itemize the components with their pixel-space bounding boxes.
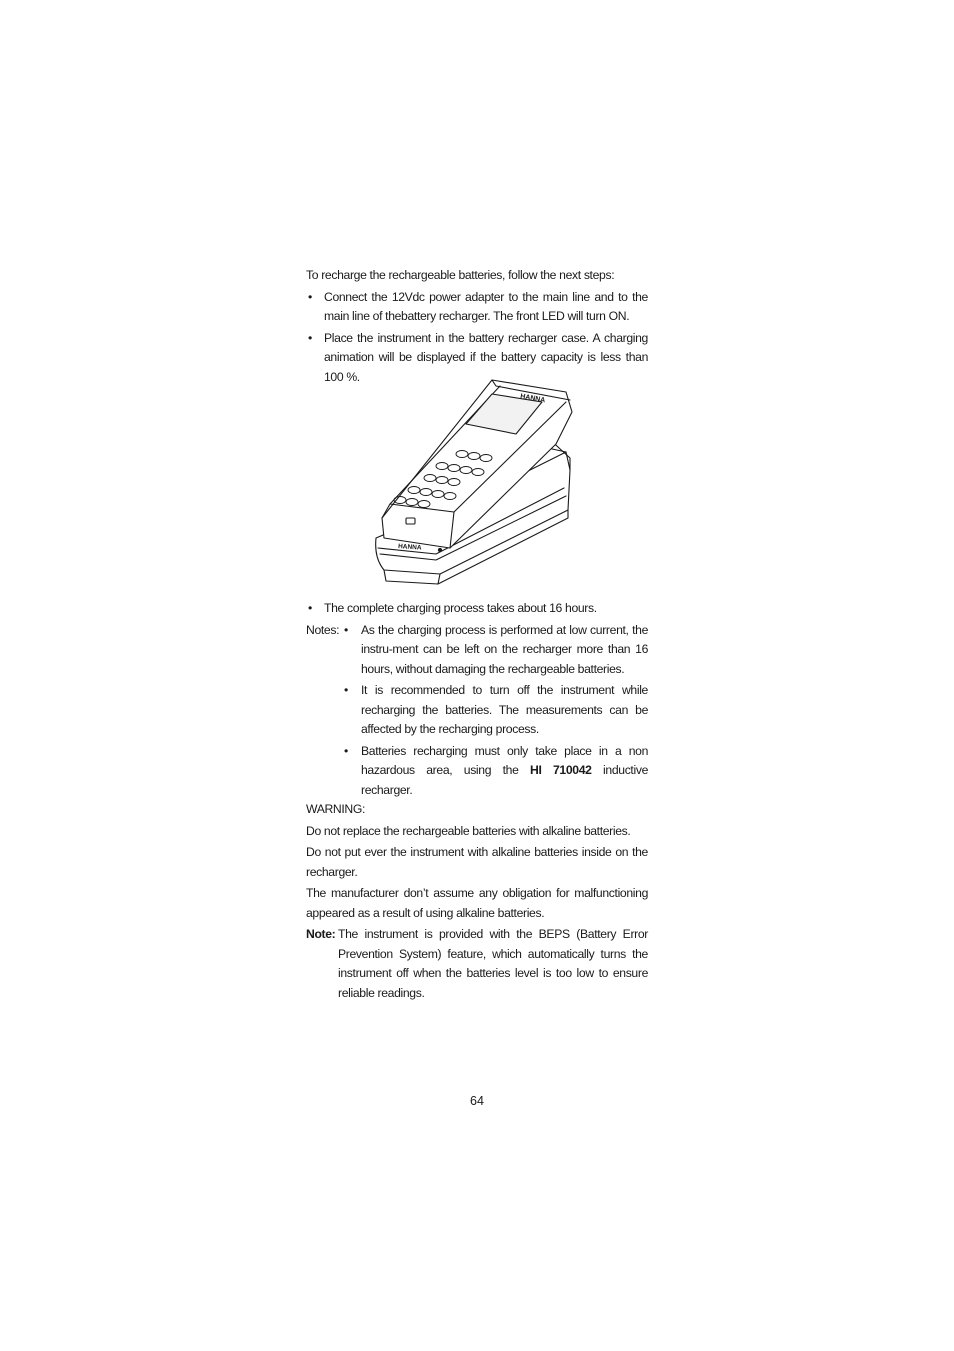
bullet: • (344, 743, 348, 758)
instrument-brand: HANNA (519, 393, 546, 405)
bullet: • (308, 330, 312, 345)
warning-text: The manufacturer don’t assume any obligation for malfunctioning appeared as a result of using alkaline batteries. (306, 886, 648, 920)
note-item (306, 742, 648, 801)
step-text: Connect the 12Vdc power adapter to the main line and to the main line of thebattery recharger. The front LED will turn ON. (324, 289, 648, 323)
intro-text: To recharge the rechargeable batteries, follow the next steps: (306, 268, 615, 282)
note-label: Note: (306, 927, 336, 941)
note-item (306, 621, 648, 680)
note-text: Batteries recharging must only take place in a non hazardous area, using the (361, 743, 648, 777)
note-text: The instrument is provided with the BEPS (Battery Error Prevention System) feature, which automatically turns the instrument off when the batteries level is too low to ensure reliable readings. (338, 927, 648, 1000)
note-text: As the charging process is performed at low current, the instru-ment can be left on the recharger more than 16 hours, without damaging the rechargeable batteries. (361, 622, 648, 676)
note-item (306, 681, 648, 740)
step-item (306, 599, 648, 619)
step-text: The complete charging process takes about 16 hours. (324, 601, 597, 615)
note-text: inductive recharger. (361, 763, 648, 797)
final-note (306, 925, 648, 1003)
instrument-recharger-illustration (370, 378, 580, 586)
recharger-brand: HANNA (397, 543, 422, 552)
bottom-text-block (306, 599, 648, 1003)
warning-heading: WARNING: (306, 802, 366, 816)
page-number: 64 (470, 1094, 484, 1108)
step-text: Place the instrument in the battery recharger case. A charging animation will be displayed if the battery capacity is less than 100 %. (324, 330, 648, 384)
bullet: • (308, 601, 312, 615)
bullet: • (308, 289, 312, 304)
step-item (306, 288, 648, 327)
bullet: • (344, 683, 348, 697)
led-indicator (438, 548, 441, 551)
model-number: HI 710042 (530, 763, 592, 777)
top-text-block (306, 266, 648, 387)
bullet: • (344, 622, 348, 637)
notes-label: Notes: (306, 622, 340, 637)
warning-text: Do not replace the rechargeable batteries with alkaline batteries. (306, 823, 631, 838)
note-text: It is recommended to turn off the instrument while recharging the batteries. The measurements can be affected by the recharging process. (361, 683, 648, 736)
warning-text: Do not put ever the instrument with alkaline batteries inside on the recharger. (306, 845, 648, 879)
